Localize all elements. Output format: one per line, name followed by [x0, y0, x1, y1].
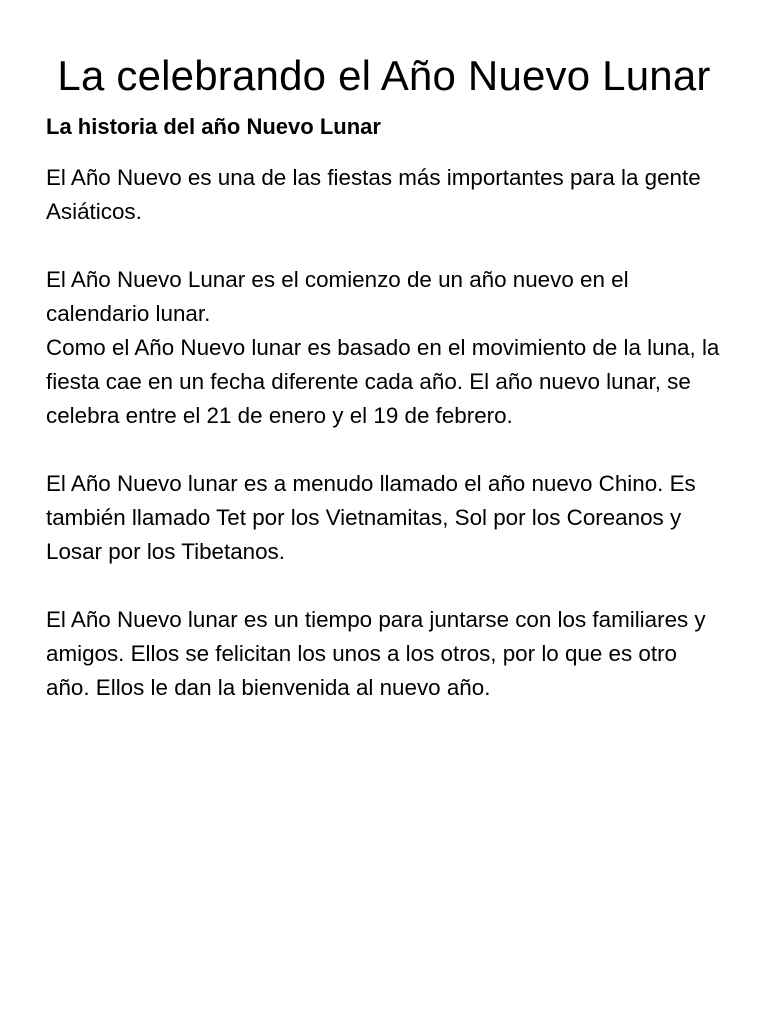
- paragraph-intro: El Año Nuevo es una de las fiestas más importantes para la gente Asiáticos.: [46, 165, 701, 224]
- paragraph-spacer: [46, 569, 722, 603]
- paragraph-family-gathering: El Año Nuevo lunar es un tiempo para juntarse con los familiares y amigos. Ellos se felicitan los unos a los otros, por lo que es otro año. Ellos le dan la bienvenida al nuevo año.: [46, 607, 706, 700]
- paragraph-date-range: Como el Año Nuevo lunar es basado en el movimiento de la luna, la fiesta cae en un fecha diferente cada año. El año nuevo lunar, se celebra entre el 21 de enero y el 19 de febrero.: [46, 335, 720, 428]
- page-title: La celebrando el Año Nuevo Lunar: [57, 52, 711, 99]
- paragraph-spacer: [46, 433, 722, 467]
- paragraph-spacer: [46, 229, 722, 263]
- section-heading: La historia del año Nuevo Lunar: [46, 114, 381, 139]
- paragraph-other-names: El Año Nuevo lunar es a menudo llamado el año nuevo Chino. Es también llamado Tet por los Vietnamitas, Sol por los Coreanos y Losar por los Tibetanos.: [46, 471, 696, 564]
- document-body: [46, 161, 722, 705]
- paragraph-lunar-calendar: El Año Nuevo Lunar es el comienzo de un año nuevo en el calendario lunar.: [46, 267, 629, 326]
